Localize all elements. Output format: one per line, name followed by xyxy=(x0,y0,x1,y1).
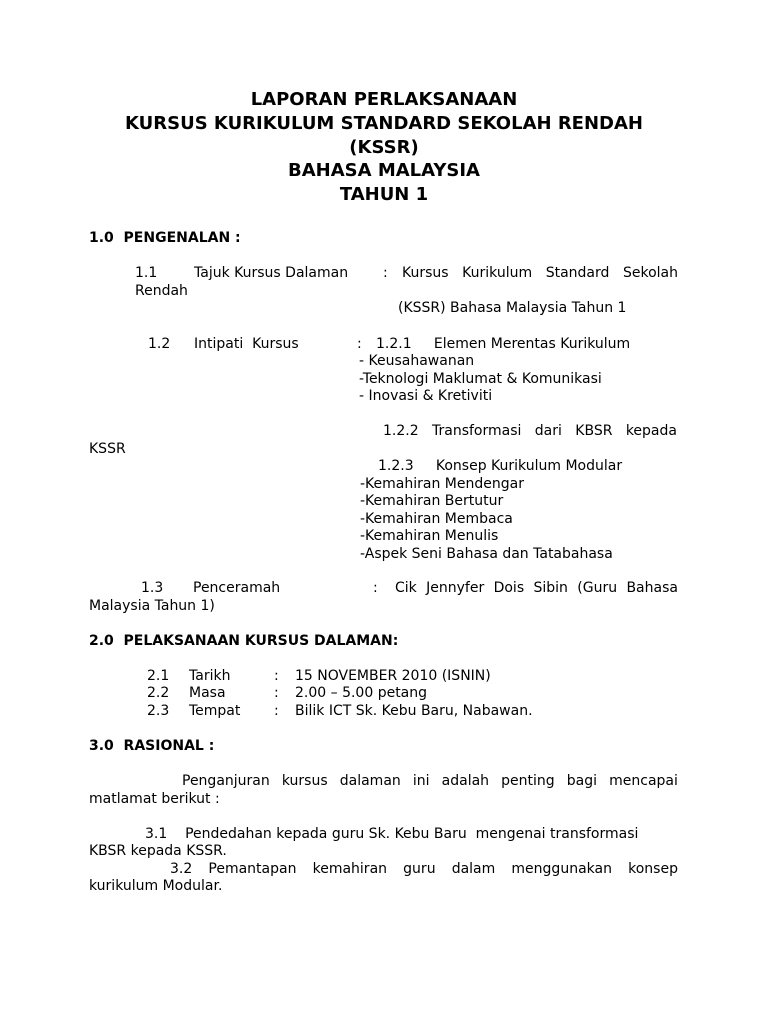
item-1-3-value-line xyxy=(395,579,678,597)
value-word: Kursus xyxy=(402,265,449,281)
section-1-heading: 1.0 PENGENALAN : xyxy=(89,230,241,246)
item-1-1-number: 1.1 xyxy=(135,265,158,281)
line-word: dalam xyxy=(451,861,496,877)
item-1-2-2-wrap: KSSR xyxy=(89,441,126,457)
intro-word: kursus xyxy=(281,773,328,789)
line-word: 1.2.2 xyxy=(383,423,419,439)
schedule-label: Tarikh xyxy=(189,668,231,684)
item-1-2-colon: : xyxy=(357,336,362,352)
line-word: kemahiran xyxy=(312,861,388,877)
schedule-number: 2.1 xyxy=(147,668,170,684)
section-2-heading: 2.0 PELAKSANAAN KURSUS DALAMAN: xyxy=(89,633,399,649)
item-1-3-label: Penceramah xyxy=(193,580,281,596)
modular-item: -Aspek Seni Bahasa dan Tatabahasa xyxy=(360,546,613,562)
line-word: Pemantapan xyxy=(208,861,297,877)
line-word: guru xyxy=(403,861,436,877)
intro-word: adalah xyxy=(441,773,490,789)
line-word: kepada xyxy=(625,423,677,439)
modular-item: -Kemahiran Membaca xyxy=(360,511,513,527)
item-1-2-number: 1.2 xyxy=(148,336,171,352)
section-3-heading: 3.0 RASIONAL : xyxy=(89,738,215,754)
modular-item: -Kemahiran Bertutur xyxy=(360,493,504,509)
intro-word: ini xyxy=(412,773,430,789)
element-item: - Inovasi & Kretiviti xyxy=(359,388,493,404)
item-1-2-label: Intipati Kursus xyxy=(194,336,299,352)
modular-item: -Kemahiran Menulis xyxy=(360,528,499,544)
value-word: Jennyfer xyxy=(426,580,485,596)
line-word: 3.2 xyxy=(170,861,193,877)
value-word: Sibin xyxy=(533,580,568,596)
value-word: (Guru xyxy=(577,580,618,596)
item-3-1-line-2: KBSR kepada KSSR. xyxy=(89,843,227,859)
rational-intro-line xyxy=(182,772,678,790)
line-word: KBSR xyxy=(575,423,613,439)
title-line-5: TAHUN 1 xyxy=(339,184,429,205)
item-1-1-label: Tajuk Kursus Dalaman xyxy=(194,265,349,281)
item-1-3-value-wrap: Malaysia Tahun 1) xyxy=(89,598,215,614)
value-word: Standard xyxy=(545,265,610,281)
intro-word: penting xyxy=(501,773,555,789)
schedule-number: 2.3 xyxy=(147,703,170,719)
item-1-3-number: 1.3 xyxy=(141,580,164,596)
value-word: Sekolah xyxy=(622,265,678,281)
element-item: -Teknologi Maklumat & Komunikasi xyxy=(359,371,602,387)
modular-item: -Kemahiran Mendengar xyxy=(360,476,524,492)
title-line-3: (KSSR) xyxy=(349,137,419,158)
intro-word: bagi xyxy=(566,773,598,789)
item-3-1-line-1: 3.1 Pendedahan kepada guru Sk. Kebu Baru mengenai transformasi xyxy=(145,826,639,842)
element-item: - Keusahawanan xyxy=(359,353,475,369)
line-word: Transformasi xyxy=(432,423,522,439)
schedule-colon: : xyxy=(274,668,279,684)
title-line-1: LAPORAN PERLAKSANAAN xyxy=(250,89,518,110)
item-1-1-value-wrap: Rendah xyxy=(135,283,188,299)
item-3-2-line xyxy=(170,860,678,878)
rational-intro-wrap: matlamat berikut : xyxy=(89,791,220,807)
item-1-1-colon: : xyxy=(383,265,388,281)
item-1-2-3-heading: 1.2.3 Konsep Kurikulum Modular xyxy=(378,458,623,474)
item-1-3-colon: : xyxy=(373,580,378,596)
line-word: menggunakan xyxy=(511,861,612,877)
intro-word: mencapai xyxy=(609,773,678,789)
line-word: konsep xyxy=(628,861,678,877)
value-word: Kurikulum xyxy=(462,265,533,281)
item-1-2-2-line xyxy=(383,422,677,440)
intro-word: dalaman xyxy=(339,773,401,789)
schedule-number: 2.2 xyxy=(147,685,170,701)
value-word: Bahasa xyxy=(626,580,678,596)
schedule-colon: : xyxy=(274,703,279,719)
value-word: Dois xyxy=(493,580,525,596)
item-1-2-1-heading: 1.2.1 Elemen Merentas Kurikulum xyxy=(376,336,631,352)
title-line-4: BAHASA MALAYSIA xyxy=(288,160,480,181)
schedule-label: Masa xyxy=(189,685,226,701)
line-word: dari xyxy=(534,423,562,439)
schedule-colon: : xyxy=(274,685,279,701)
item-1-1-value-line xyxy=(402,264,678,282)
value-word: Cik xyxy=(395,580,417,596)
title-line-2: KURSUS KURIKULUM STANDARD SEKOLAH RENDAH xyxy=(125,113,643,134)
intro-word: Penganjuran xyxy=(182,773,270,789)
schedule-value: 15 NOVEMBER 2010 (ISNIN) xyxy=(295,668,491,684)
schedule-value: 2.00 – 5.00 petang xyxy=(295,685,428,701)
item-1-1-value-line2: (KSSR) Bahasa Malaysia Tahun 1 xyxy=(398,300,627,316)
schedule-label: Tempat xyxy=(189,703,241,719)
schedule-value: Bilik ICT Sk. Kebu Baru, Nabawan. xyxy=(295,703,533,719)
item-3-2-wrap: kurikulum Modular. xyxy=(89,878,223,894)
